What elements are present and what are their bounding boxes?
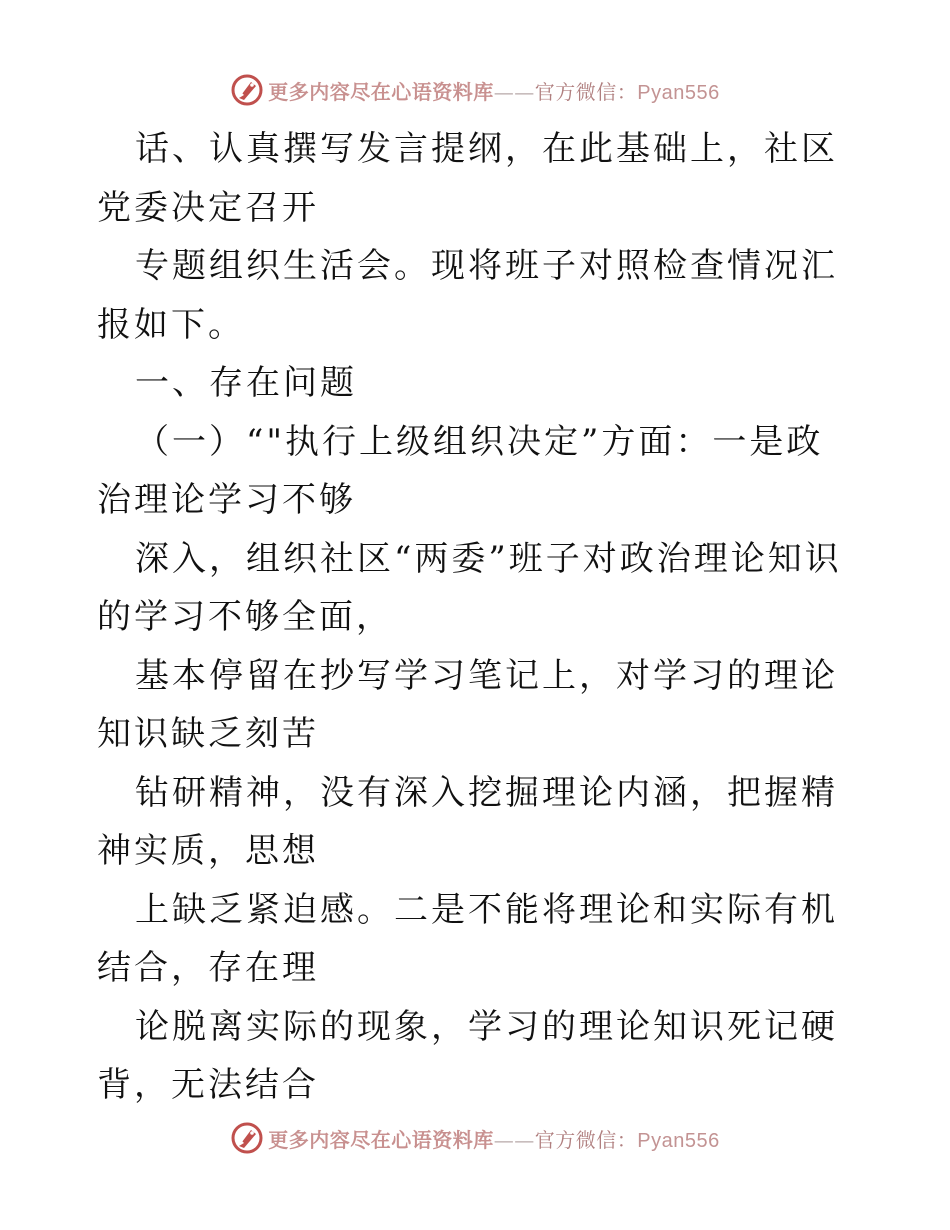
paragraph-7: 上缺乏紧迫感。二是不能将理论和实际有机结合，存在理 [97,889,838,988]
footer-separator: —— [493,1127,535,1152]
paragraph-2: 专题组织生活会。现将班子对照检查情况汇报如下。 [97,246,838,345]
footer-brand-text [268,1124,719,1153]
footer-wechat-id: Pyan556 [637,1129,720,1152]
document-body [97,120,857,1115]
paragraph-8: 论脱离实际的现象，学习的理论知识死记硬背，无法结合 [97,1006,838,1105]
pen-nib-circle-icon [230,1121,264,1155]
footer-banner [0,1118,950,1158]
paragraph-3: （一）“"执行上级组织决定”方面：一是政治理论学习不够 [97,421,824,520]
paragraph-4: 深入，组织社区“两委”班子对政治理论知识的学习不够全面， [97,538,842,637]
header-brand-text [268,76,719,105]
paragraph-5: 基本停留在抄写学习笔记上，对学习的理论知识缺乏刻苦 [97,655,838,754]
footer-brand: 更多内容尽在心语资料库 [268,1127,494,1152]
paragraph-1: 话、认真撰写发言提纲，在此基础上，社区党委决定召开 [97,129,838,228]
header-brand: 更多内容尽在心语资料库 [268,79,494,104]
header-wechat-label: 官方微信： [534,79,638,104]
header-banner [0,70,950,110]
header-wechat-id: Pyan556 [637,81,720,104]
header-separator: —— [493,79,535,104]
pen-nib-circle-icon [230,73,264,107]
section-heading: 一、存在问题 [135,363,357,403]
paragraph-6: 钻研精神，没有深入挖掘理论内涵，把握精神实质，思想 [97,772,838,871]
footer-wechat-label: 官方微信： [534,1127,638,1152]
